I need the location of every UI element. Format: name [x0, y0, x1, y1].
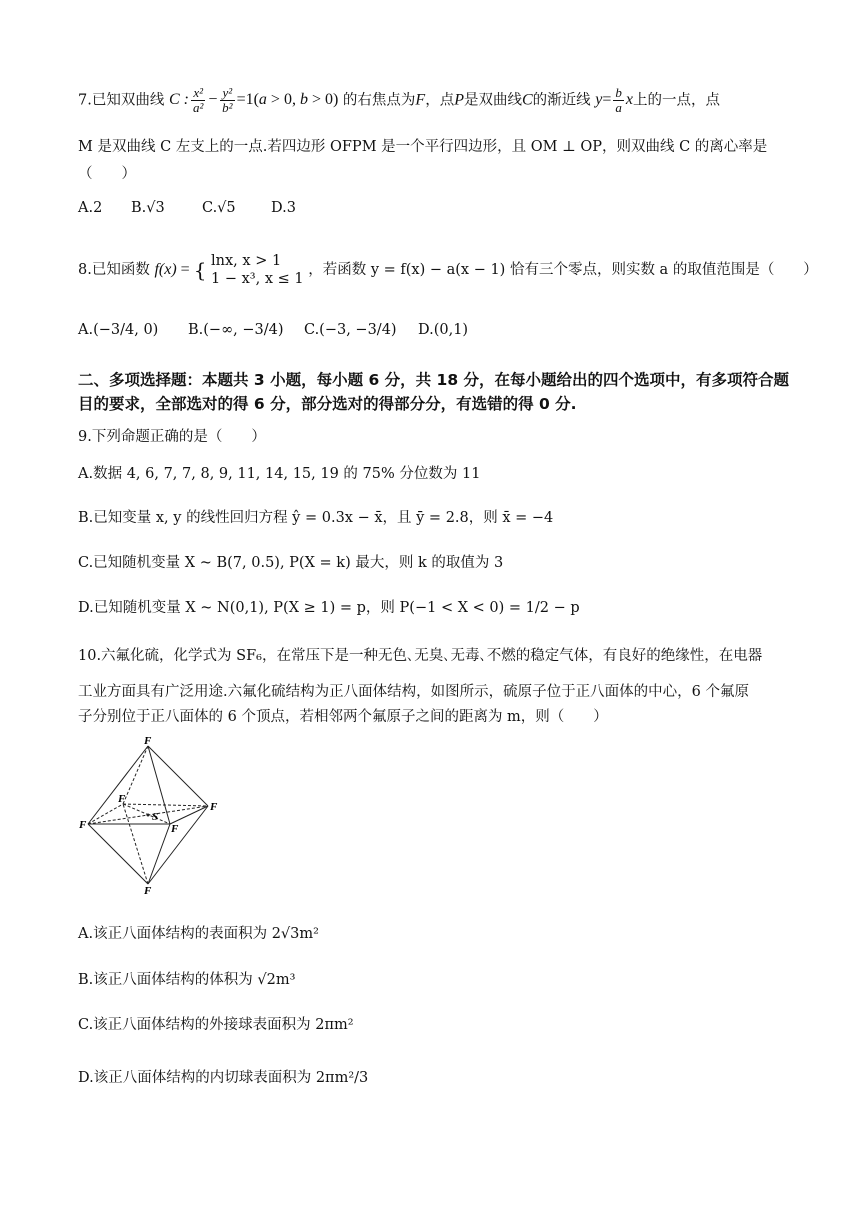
- q9-option-c: C.已知随机变量 X ~ B(7, 0.5), P(X = k) 最大，则 k 的取值为 3: [78, 555, 504, 571]
- edge-bottom-front: [148, 824, 170, 884]
- label-f-left: F: [79, 819, 87, 831]
- q10-line2: 工业方面具有广泛用途.六氟化硫结构为正八面体结构，如图所示，硫原子位于正八面体的中心，6 个氟原: [78, 684, 749, 700]
- q8-middle: ，若函数 y = f(x) − a(x − 1) 恰有三个零点，则实数 a 的取值范围是（ ）: [308, 262, 818, 279]
- q9-stem: 9.下列命题正确的是（ ）: [78, 429, 266, 445]
- q10-option-c: C.该正八面体结构的外接球表面积为 2πm²: [78, 1017, 354, 1033]
- q8-option-d: D.(0,1): [418, 322, 469, 338]
- q7-option-a: A.2: [78, 200, 103, 216]
- edge-back-right: [123, 804, 208, 806]
- q7-option-b: B.√3: [131, 200, 165, 216]
- section-2-heading: 二、多项选择题：本题共 3 小题，每小题 6 分，共 18 分，在每小题给出的四个选项中，有多项符合题目的要求，全部选对的得 6 分，部分选对的得部分分，有选错的得 0 分.: [78, 371, 790, 414]
- octahedron-figure: [78, 736, 228, 896]
- edge-back-front: [123, 804, 170, 824]
- label-f-front: F: [171, 823, 179, 835]
- q8-option-c: C.(−3, −3/4): [304, 322, 397, 338]
- q7-option-d: D.3: [271, 200, 296, 216]
- q9-option-a: A.数据 4, 6, 7, 7, 8, 9, 11, 14, 15, 19 的 75% 分位数为 11: [78, 466, 481, 482]
- label-f-bottom: F: [144, 885, 152, 896]
- q7-curve-equation: C : $\frac{\text{x²}}{\text{a²}}$ − $\frac{\text{y²}}{\text{b²}}$ =1(a > 0, b > 0): [168, 85, 339, 116]
- q10-option-a: A.该正八面体结构的表面积为 2√3m²: [78, 926, 319, 942]
- label-f-top: F: [144, 736, 152, 747]
- label-s-center: S: [152, 811, 159, 823]
- q7-line2: M 是双曲线 C 左支上的一点.若四边形 OFPM 是一个平行四边形，且 OM ⊥ OP，则双曲线 C 的离心率是: [78, 139, 768, 155]
- q7-line1: 7.已知双曲线 C : $\frac{\text{x²}}{\text{a²}}$ − $\frac{\text{y²}}{\text{b²}}$ =1(a > 0, b > 0) 的右焦点为F，点P是双曲线C的渐近线 y= $\frac{b}{a}$ x上的一点，点: [78, 85, 721, 116]
- q8-piecewise: lnx, x > 1 1 − x³, x ≤ 1: [211, 253, 304, 288]
- center-s-dot: [147, 814, 150, 817]
- q8-line: 8.已知函数 f(x) = { lnx, x > 1 1 − x³, x ≤ 1 ，若函数 y = f(x) − a(x − 1) 恰有三个零点，则实数 a 的取值范围是（ ）: [78, 253, 818, 288]
- label-f-back: F: [118, 793, 126, 805]
- q9-option-d: D.已知随机变量 X ~ N(0,1), P(X ≥ 1) = p，则 P(−1 < X < 0) = 1/2 − p: [78, 600, 580, 616]
- edge-top-left: [88, 746, 148, 824]
- q10-line3: 子分别位于正八面体的 6 个顶点，若相邻两个氟原子之间的距离为 m，则（ ）: [78, 709, 608, 725]
- q7-prefix: 7.已知双曲线: [78, 92, 165, 109]
- label-f-right: F: [210, 801, 218, 813]
- q8-option-a: A.(−3/4, 0): [78, 322, 159, 338]
- q10-line1: 10.六氟化硫，化学式为 SF₆，在常压下是一种无色､无臭､无毒､不燃的稳定气体，有良好的绝缘性，在电器: [78, 648, 763, 664]
- q10-option-d: D.该正八面体结构的内切球表面积为 2πm²/3: [78, 1070, 369, 1086]
- edge-top-back: [123, 746, 148, 804]
- q7-asymptote: y= $\frac{b}{a}$ x: [595, 85, 634, 116]
- q10-option-b: B.该正八面体结构的体积为 √2m³: [78, 972, 296, 988]
- q8-option-b: B.(−∞, −3/4): [188, 322, 284, 338]
- edge-top-right: [148, 746, 208, 806]
- q9-option-b: B.已知变量 x, y 的线性回归方程 ŷ = 0.3x − x̄，且 ȳ = 2.8，则 x̄ = −4: [78, 510, 554, 526]
- q7-option-c: C.√5: [202, 200, 236, 216]
- q8-brace: {: [193, 258, 207, 283]
- q7-paren: （ ）: [78, 166, 136, 182]
